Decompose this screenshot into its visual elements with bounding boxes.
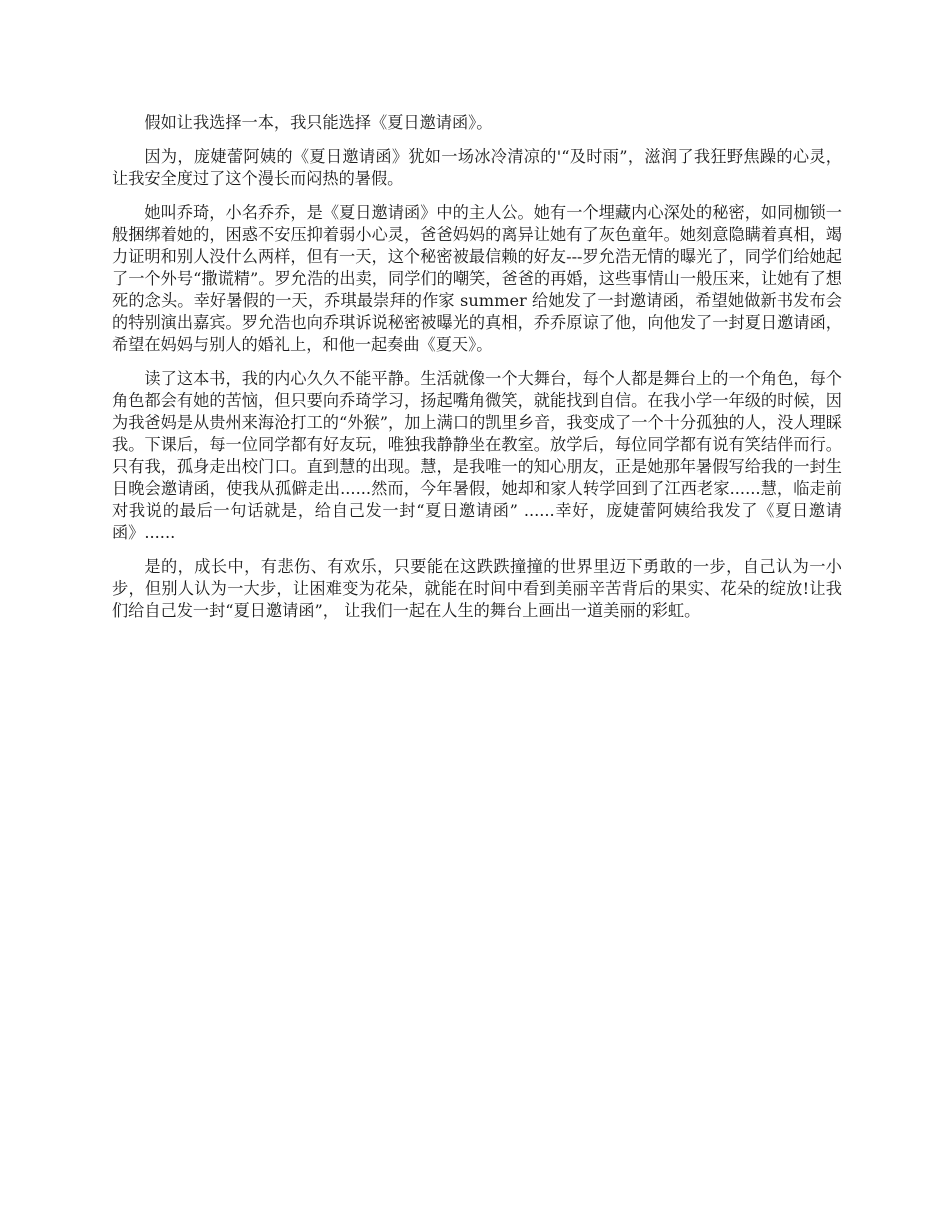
paragraph-5: 是的，成长中，有悲伤、有欢乐，只要能在这跌跌撞撞的世界里迈下勇敢的一步，自己认为一小步，但别人认为一大步，让困难变为花朵，就能在时间中看到美丽辛苦背后的果实、花朵的绽放!让我们给自己发一封“夏日邀请函”， 让我们一起在人生的舞台上画出一道美丽的彩虹。 [112, 557, 842, 620]
paragraph-1: 假如让我选择一本，我只能选择《夏日邀请函》。 [144, 113, 493, 132]
paragraph-2: 因为，庞婕蕾阿姨的《夏日邀请函》犹如一场冰冷清凉的'“及时雨”，滋润了我狂野焦躁的心灵，让我安全度过了这个漫长而闷热的暑假。 [112, 147, 842, 188]
paragraph-4: 读了这本书，我的内心久久不能平静。生活就像一个大舞台，每个人都是舞台上的一个角色，每个角色都会有她的苦恼，但只要向乔琦学习，扬起嘴角微笑，就能找到自信。在我小学一年级的时候，因为我爸妈是从贵州来海沧打工的“外猴”，加上满口的凯里乡音，我变成了一个十分孤独的人，没人理睬我。下课后，每一位同学都有好友玩，唯独我静静坐在教室。放学后，每位同学都有说有笑结伴而行。只有我，孤身走出校门口。直到慧的出现。慧，是我唯一的知心朋友，正是她那年暑假写给我的一封生日晚会邀请函，使我从孤僻走出......然而，今年暑假，她却和家人转学回到了江西老家......慧，临走前对我说的最后一句话就是，给自己发一封“夏日邀请函” ......幸好，庞婕蕾阿姨给我发了《夏日邀请函》...... [112, 369, 842, 542]
paragraph-3: 她叫乔琦，小名乔乔，是《夏日邀请函》中的主人公。她有一个埋藏内心深处的秘密，如同枷锁一般捆绑着她的，困惑不安压抑着弱小心灵，爸爸妈妈的离异让她有了灰色童年。她刻意隐瞒着真相，竭力证明和别人没什么两样，但有一天，这个秘密被最信赖的好友---罗允浩无情的曝光了，同学们给她起了一个外号“撒谎精”。罗允浩的出卖，同学们的嘲笑，爸爸的再婚，这些事情山一般压来，让她有了想死的念头。幸好暑假的一天，乔琪最崇拜的作家 summer 给她发了一封邀请函，希望她做新书发布会的特别演出嘉宾。罗允浩也向乔琪诉说秘密被曝光的真相，乔乔原谅了他，向他发了一封夏日邀请函，希望在妈妈与别人的婚礼上，和他一起奏曲《夏天》。 [112, 203, 842, 354]
document-body [112, 112, 842, 634]
